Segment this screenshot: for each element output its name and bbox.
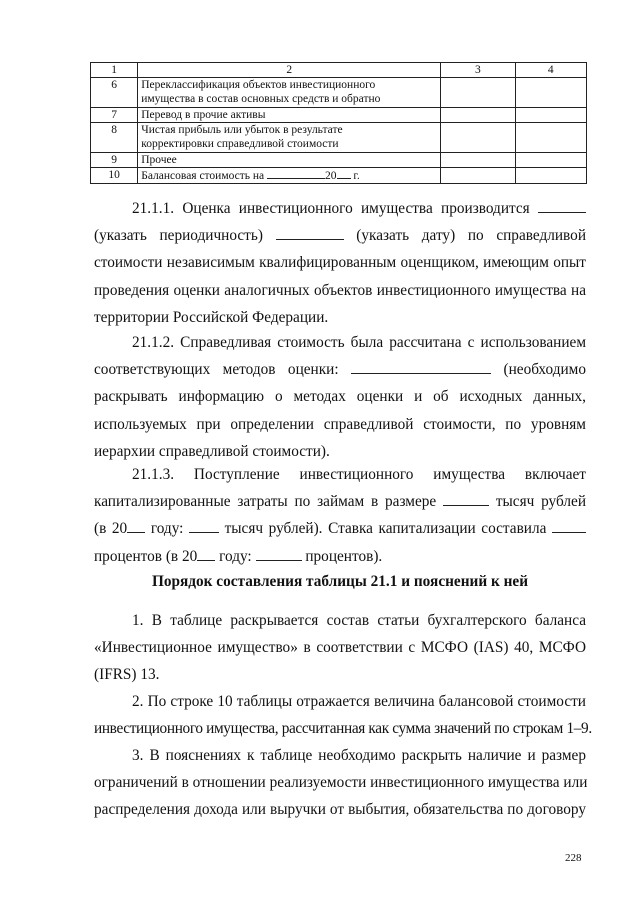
row-value-3 bbox=[441, 78, 515, 108]
blank-field bbox=[443, 493, 489, 506]
blank-field bbox=[127, 520, 145, 533]
blank-field bbox=[267, 168, 325, 179]
table-header-row bbox=[91, 63, 587, 78]
row-number: 8 bbox=[91, 123, 138, 153]
row-label: Перевод в прочие активы bbox=[138, 108, 441, 123]
blank-field bbox=[337, 168, 351, 179]
row-label: Балансовая стоимость на 20 г. bbox=[138, 168, 441, 184]
header-col-2: 2 bbox=[138, 63, 441, 78]
table-row bbox=[91, 123, 587, 153]
investment-property-table bbox=[90, 62, 587, 184]
row-value-3 bbox=[441, 168, 515, 184]
row-value-3 bbox=[441, 108, 515, 123]
table-row bbox=[91, 108, 587, 123]
header-col-1: 1 bbox=[91, 63, 138, 78]
row-value-4 bbox=[515, 123, 586, 153]
row-number: 9 bbox=[91, 153, 138, 168]
row-label: Чистая прибыль или убыток в результате корректировки справедливой стоимости bbox=[138, 123, 441, 153]
blank-field bbox=[351, 361, 491, 374]
paragraph-item-3: 3. В пояснениях к таблице необходимо раскрыть наличие и размер ограничений в отношении реализуемости инвестиционного имущества или распределения дохода или выручки от выбытия, обязательства по договору bbox=[94, 747, 588, 819]
section-heading: Порядок составления таблицы 21.1 и пояснений к ней bbox=[151, 573, 529, 590]
header-col-3: 3 bbox=[441, 63, 515, 78]
blank-field bbox=[256, 548, 302, 561]
blank-field bbox=[276, 227, 344, 240]
table-row bbox=[91, 78, 587, 108]
row-label: Прочее bbox=[138, 153, 441, 168]
row-value-4 bbox=[515, 108, 586, 123]
row-number: 6 bbox=[91, 78, 138, 108]
paragraph-21-1-1: 21.1.1. Оценка инвестиционного имущества производится (указать периодичность) (указать дату) по справедливой стоимости независимым квалифицированным оценщиком, имеющим опыт проведения оценки аналогичных объектов инвестиционного имущества на территории Российской Федерации. bbox=[94, 200, 587, 326]
page-number: 228 bbox=[565, 852, 582, 864]
row-value-4 bbox=[515, 168, 586, 184]
paragraph-21-1-2: 21.1.2. Справедливая стоимость была рассчитана с использованием соответствующих методов оценки: (необходимо раскрывать информацию о методах оценки и об исходных данных, используемых при определении справедливой стоимости, по уровням иерархии справедливой стоимости). bbox=[94, 334, 587, 460]
blank-field bbox=[197, 548, 215, 561]
header-col-4: 4 bbox=[515, 63, 586, 78]
table-row bbox=[91, 153, 587, 168]
paragraph-item-1: 1. В таблице раскрывается состав статьи бухгалтерского баланса «Инвестиционное имущество» в соответствии с МСФО (IAS) 40, МСФО (IFRS) 13. bbox=[94, 612, 586, 684]
row-value-3 bbox=[441, 123, 515, 153]
row-label: Переклассификация объектов инвестиционного имущества в состав основных средств и обратно bbox=[138, 78, 441, 108]
row-value-4 bbox=[515, 153, 586, 168]
table-row bbox=[91, 168, 587, 184]
row-value-4 bbox=[515, 78, 586, 108]
blank-field bbox=[552, 520, 586, 533]
blank-field bbox=[189, 520, 219, 533]
paragraph-item-2: 2. По строке 10 таблицы отражается величина балансовой стоимости инвестиционного имущества, рассчитанная как сумма значений по строкам 1–9. bbox=[94, 693, 592, 738]
row-number: 10 bbox=[91, 168, 138, 184]
blank-field bbox=[538, 200, 586, 213]
row-value-3 bbox=[441, 153, 515, 168]
row-number: 7 bbox=[91, 108, 138, 123]
paragraph-21-1-3: 21.1.3. Поступление инвестиционного имущества включает капитализированные затраты по займам в размере тысяч рублей (в 20 году: тысяч рублей). Ставка капитализации составила процентов (в 20 году: процентов). bbox=[94, 466, 587, 565]
